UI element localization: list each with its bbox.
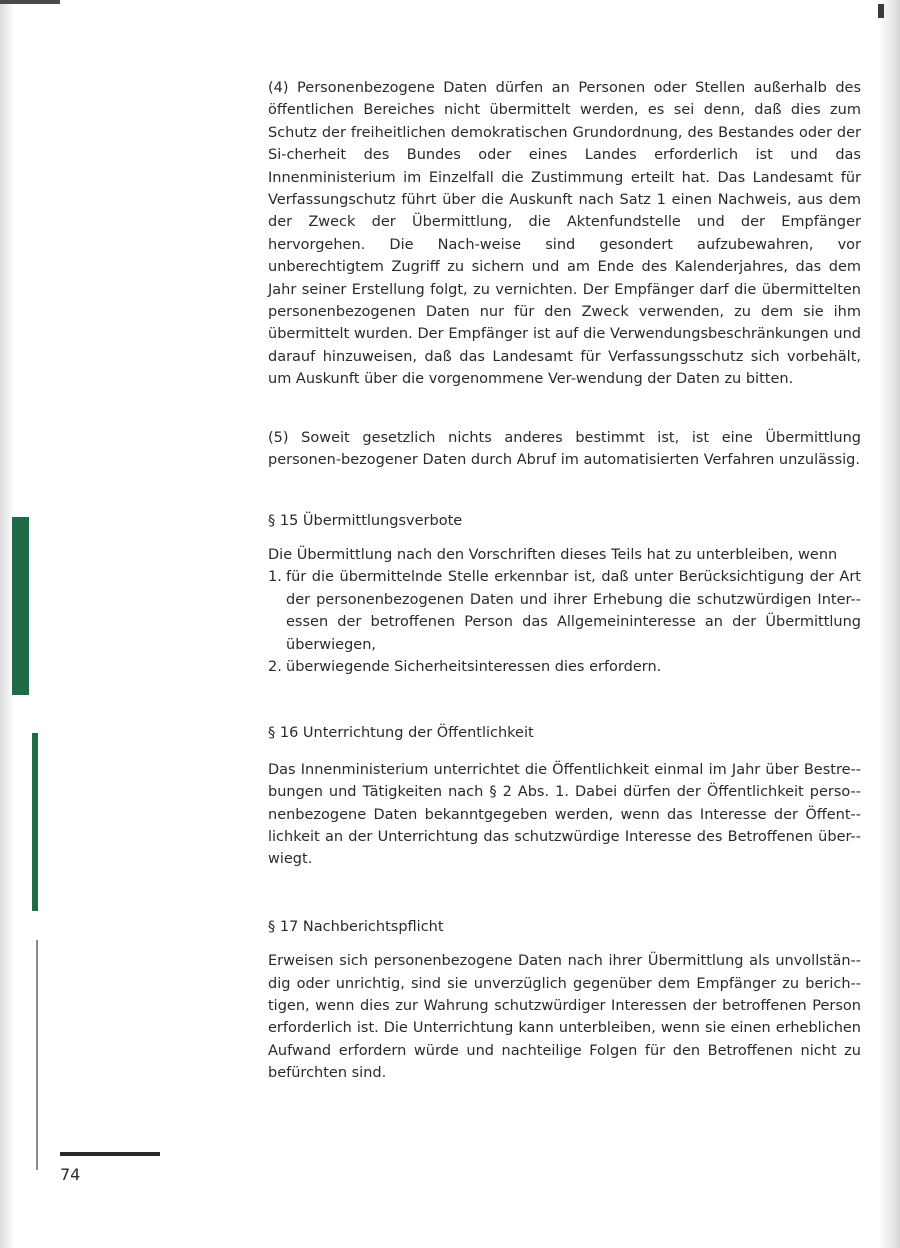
section-17-heading: § 17 Nachberichtspflicht	[268, 918, 444, 935]
list-item-number: 1.	[268, 569, 282, 586]
margin-gray-line	[36, 940, 38, 1170]
margin-green-bar-lower	[32, 733, 38, 911]
list-item-number: 2.	[268, 658, 282, 675]
page-number: 74	[60, 1165, 81, 1184]
list-item	[268, 656, 861, 678]
section-16-heading: § 16 Unterrichtung der Öffentlichkeit	[268, 725, 534, 742]
margin-green-bar-upper	[12, 517, 29, 695]
section-15-list	[268, 566, 861, 678]
section-16-text: Das Innenministerium unterrichtet die Öffentlichkeit einmal im Jahr über Bestre-bungen und Tätigkeiten nach § 2 Abs. 1. Dabei dürfen der Öffentlichkeit perso-nenbezogene Daten bekanntgegeben werden, wenn das Interesse der Öffent-lichkeit an der Unterrichtung das schutzwürdige Interesse des Betroffenen über-wiegt.	[268, 761, 861, 868]
list-item-text: überwiegende Sicherheitsinteressen dies erfordern.	[286, 658, 662, 675]
paragraph-5: (5) Soweit gesetzlich nichts anderes bestimmt ist, ist eine Übermittlung personen-bezogener Daten durch Abruf im automatisierten Verfahren unzulässig.	[268, 429, 861, 469]
section-15-heading: § 15 Übermittlungsverbote	[268, 512, 463, 529]
page-content	[268, 77, 861, 1085]
list-item-text: für die übermittelnde Stelle erkennbar ist, daß unter Berücksichtigung der Art der personenbezogenen Daten und ihrer Erhebung die schutzwürdigen Inter-essen der betroffenen Person das Allgemeininteresse an der Übermittlung überwiegen,	[286, 569, 861, 653]
right-corner-mark	[878, 4, 884, 18]
section-17-text: Erweisen sich personenbezogene Daten nach ihrer Übermittlung als unvollstän-dig oder unrichtig, sind sie unverzüglich gegenüber dem Empfänger zu berich-tigen, wenn dies zur Wahrung schutzwürdiger Interessen der betroffenen Person erforderlich ist. Die Unterrichtung kann unterbleiben, wenn sie einen erheblichen Aufwand erfordern würde und nachteilige Folgen für den Betroffenen nicht zu befürchten sind.	[268, 953, 861, 1082]
list-item	[268, 566, 861, 656]
footer-rule	[60, 1152, 160, 1156]
paragraph-4: (4) Personenbezogene Daten dürfen an Personen oder Stellen außerhalb des öffentlichen Bereiches nicht übermittelt werden, es sei denn, daß dies zum Schutz der freiheitlichen demokratischen Grundordnung, des Bestandes oder der Si-cherheit des Bundes oder eines Landes erforderlich ist und das Innenministerium im Einzelfall die Zustimmung erteilt hat. Das Landesamt für Verfassungschutz führt über die Auskunft nach Satz 1 einen Nachweis, aus dem der Zweck der Übermittlung, die Aktenfundstelle und der Empfänger hervorgehen. Die Nach-weise sind gesondert aufzubewahren, vor unberechtigtem Zugriff zu sichern und am Ende des Kalenderjahres, das dem Jahr seiner Erstellung folgt, zu vernichten. Der Empfänger darf die übermittelten personenbezogenen Daten nur für den Zweck verwenden, zu dem sie ihm übermittelt wurden. Der Empfänger ist auf die Verwendungsbeschränkungen und darauf hinzuweisen, daß das Landesamt für Verfassungsschutz sich vorbehält, um Auskunft über die vorgenommene Ver-wendung der Daten zu bitten.	[268, 80, 861, 388]
section-15-intro: Die Übermittlung nach den Vorschriften dieses Teils hat zu unterbleiben, wenn	[268, 546, 838, 563]
page-top-edge-mark	[0, 0, 60, 4]
page-right-edge	[878, 0, 900, 1248]
